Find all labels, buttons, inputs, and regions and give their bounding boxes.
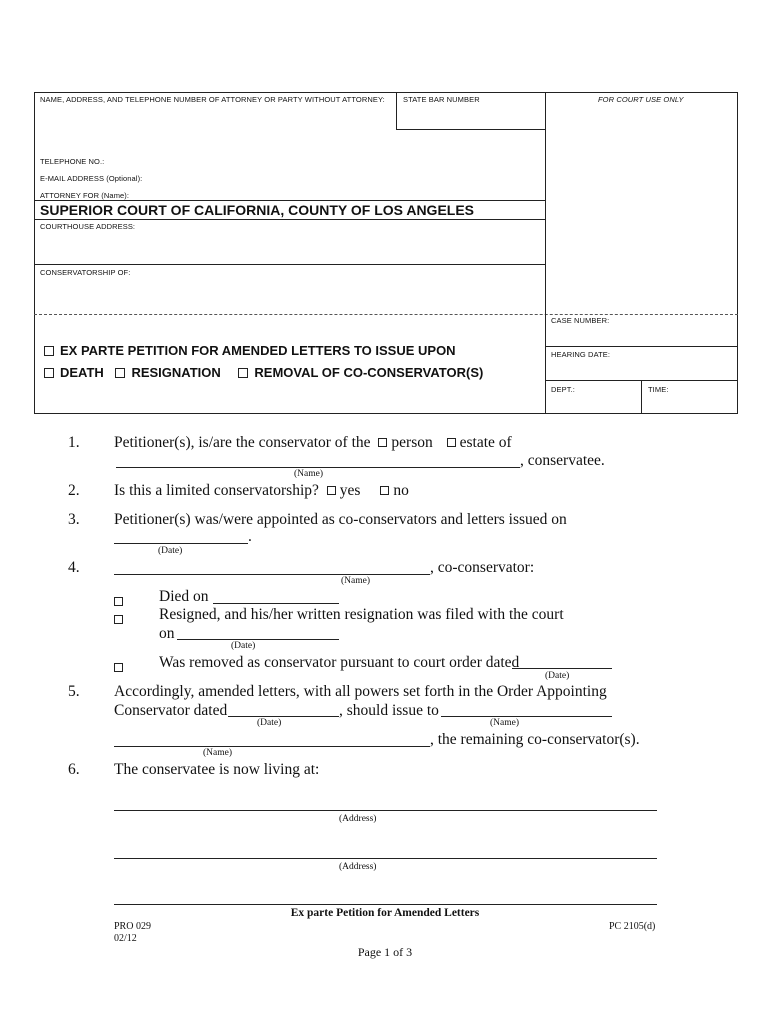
order-date-caption: (Date) [257,718,282,728]
footer-form-title: Ex parte Petition for Amended Letters [290,907,480,919]
footer-page-number: Page 1 of 3 [357,945,413,959]
died-date-line[interactable] [213,603,339,604]
time-label: TIME: [648,385,669,394]
footer-form-date: 02/12 [114,933,137,944]
item-5-remaining-label: , the remaining co-conservator(s). [430,731,640,748]
item-6-number: 6. [68,761,80,778]
conservatorship-label: CONSERVATORSHIP OF: [40,268,131,277]
ex-parte-checkbox[interactable] [44,346,54,356]
footer-statute: PC 2105(d) [609,921,656,932]
resigned-label: Resigned, and his/her written resignation was filed with the court [159,606,564,623]
address-line-1[interactable] [114,810,657,811]
person-label: person [391,434,433,451]
conservatorship-line [34,264,545,265]
removed-label: Was removed as conservator pursuant to court order dated [159,654,520,671]
telephone-label: TELEPHONE NO.: [40,157,105,166]
email-label: E-MAIL ADDRESS (Optional): [40,174,143,183]
address-caption-2: (Address) [339,862,377,872]
item-2-label: Is this a limited conservatorship? [114,482,319,499]
title-death: DEATH [60,365,104,380]
dept-time-divider [641,380,642,414]
title-resignation: RESIGNATION [131,365,221,380]
hearing-date-label: HEARING DATE: [551,350,611,359]
resigned-checkbox[interactable] [114,615,123,624]
title-removal: REMOVAL OF CO-CONSERVATOR(S) [254,365,484,380]
case-right-divider [545,314,546,414]
petition-title-line2 [44,365,483,380]
item-5-dated-label: Conservator dated [114,702,228,719]
remaining-name-caption: (Name) [203,748,233,758]
title-line1-text: EX PARTE PETITION FOR AMENDED LETTERS TO ISSUE UPON [60,343,456,358]
died-checkbox-wrap [114,593,127,611]
court-name: SUPERIOR COURT OF CALIFORNIA, COUNTY OF LOS ANGELES [40,202,475,218]
estate-label: estate of [459,434,512,451]
case-divider [34,314,738,315]
address-caption-1: (Address) [339,814,377,824]
letters-issued-date-caption: (Date) [158,546,183,556]
order-date-line[interactable] [228,716,339,717]
hearing-top-line [545,346,738,347]
state-bar-label: STATE BAR NUMBER [403,95,480,104]
no-label: no [393,482,409,499]
estate-checkbox[interactable] [447,438,456,447]
conservatee-name-line[interactable] [116,467,520,468]
remaining-name-line[interactable] [114,746,430,747]
resigned-on-label: on [159,625,175,642]
item-1-text [114,434,512,452]
attorney-label: NAME, ADDRESS, AND TELEPHONE NUMBER OF ATTORNEY OR PARTY WITHOUT ATTORNEY: [40,95,385,104]
conservatee-label: , conservatee. [520,452,605,469]
item-6-text: The conservatee is now living at: [114,761,320,778]
removed-checkbox[interactable] [114,663,123,672]
conservatee-name-caption: (Name) [294,469,324,479]
petition-title-line1 [44,343,456,358]
removal-checkbox[interactable] [238,368,248,378]
limited-yes-checkbox[interactable] [327,486,336,495]
item-1-label: Petitioner(s), is/are the conservator of the [114,434,371,451]
limited-no-checkbox[interactable] [380,486,389,495]
coconservator-name-line[interactable] [114,574,430,575]
case-number-label: CASE NUMBER: [551,316,610,325]
footer-form-code: PRO 029 [114,921,151,932]
dept-label: DEPT.: [551,385,575,394]
resigned-checkbox-wrap [114,611,127,629]
court-bottom-line [34,219,545,220]
letters-issued-date-line[interactable] [114,543,248,544]
court-top-line [34,200,545,201]
item-5-issue-label: , should issue to [339,702,439,719]
issue-to-name-line[interactable] [441,716,612,717]
resigned-date-line[interactable] [177,639,339,640]
item-4-number: 4. [68,559,80,576]
address-line-2[interactable] [114,858,657,859]
resigned-date-caption: (Date) [231,641,256,651]
died-label: Died on [159,588,209,605]
attorney-for-label: ATTORNEY FOR (Name): [40,191,130,200]
item-3-number: 3. [68,511,80,528]
coconservator-name-caption: (Name) [341,576,371,586]
yes-label: yes [339,482,361,499]
item-3-period: . [248,528,252,545]
issue-to-name-caption: (Name) [490,718,520,728]
coconservator-label: , co-conservator: [430,559,535,576]
died-checkbox[interactable] [114,597,123,606]
removed-checkbox-wrap [114,659,127,677]
removed-date-caption: (Date) [545,671,570,681]
item-5-line1: Accordingly, amended letters, with all powers set forth in the Order Appointing [114,683,607,700]
item-1-number: 1. [68,434,80,451]
resignation-checkbox[interactable] [115,368,125,378]
person-checkbox[interactable] [378,438,387,447]
item-2-number: 2. [68,482,80,499]
item-2-text [114,482,409,500]
death-checkbox[interactable] [44,368,54,378]
court-use-label: FOR COURT USE ONLY [598,95,684,104]
courthouse-label: COURTHOUSE ADDRESS: [40,222,136,231]
item-5-number: 5. [68,683,80,700]
footer-rule [114,904,657,905]
item-3-text: Petitioner(s) was/were appointed as co-conservators and letters issued on [114,511,567,528]
removed-date-line[interactable] [512,668,612,669]
